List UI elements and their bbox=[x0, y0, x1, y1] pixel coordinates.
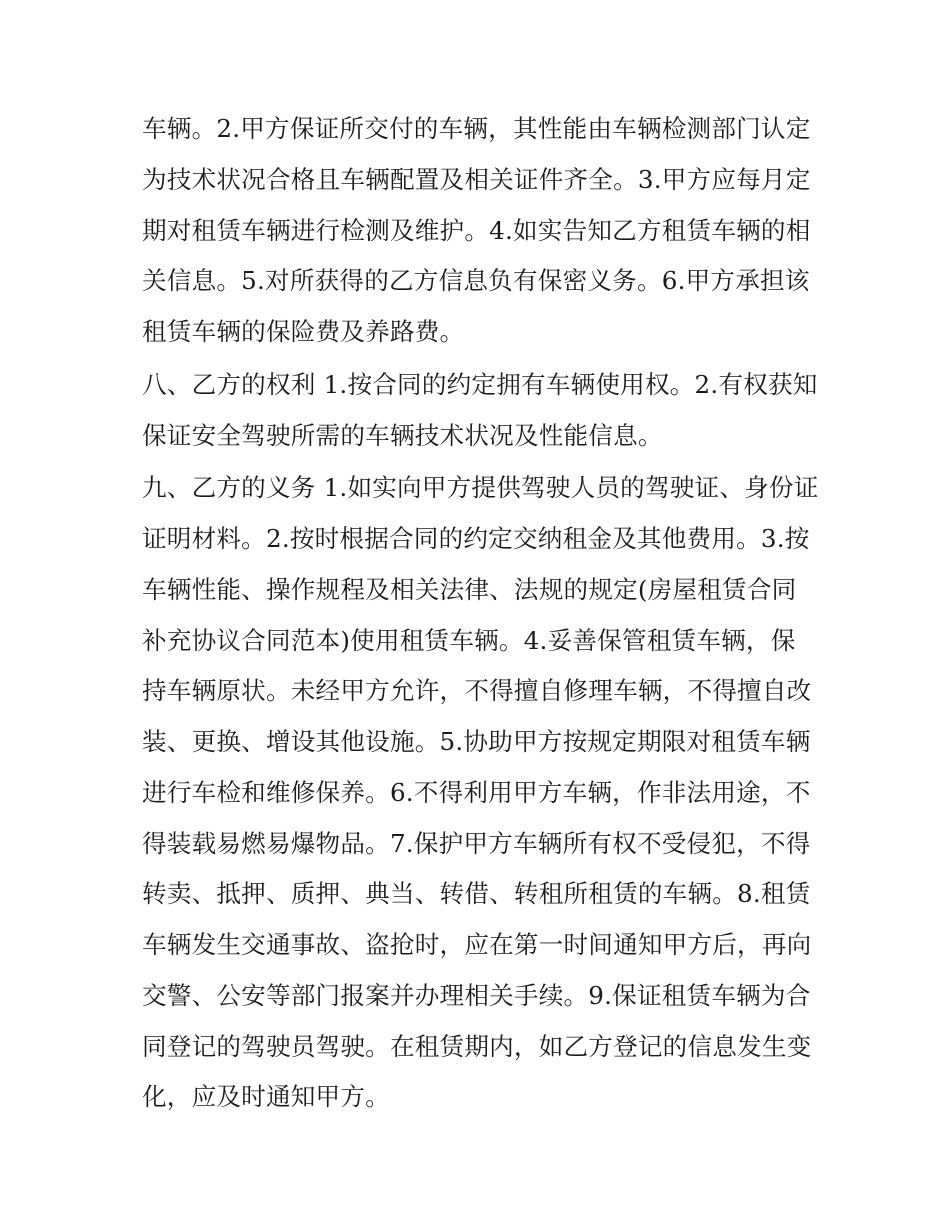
paragraph-lessor-obligations bbox=[142, 104, 814, 358]
text-line: 车辆。2.甲方保证所交付的车辆，其性能由车辆检测部门认定 bbox=[142, 114, 811, 143]
paragraph-lessee-rights bbox=[142, 360, 818, 462]
text-line: 证明材料。2.按时根据合同的约定交纳租金及其他费用。3.按 bbox=[142, 524, 810, 553]
text-line: 保证安全驾驶所需的车辆技术状况及性能信息。 bbox=[142, 420, 663, 450]
text-line: 得装载易燃易爆物品。7.保护甲方车辆所有权不受侵犯，不得 bbox=[142, 828, 811, 858]
text-line: 关信息。5.对所获得的乙方信息负有保密义务。6.甲方承担该 bbox=[142, 266, 810, 296]
text-line: 九、乙方的义务 1.如实向甲方提供驾驶人员的驾驶证、身份证 bbox=[142, 473, 819, 503]
text-line: 进行车检和维修保养。6.不得利用甲方车辆，作非法用途，不 bbox=[142, 777, 811, 807]
text-line: 交警、公安等部门报案并办理相关手续。9.保证租赁车辆为合 bbox=[142, 980, 811, 1010]
paragraph-lessee-obligations bbox=[142, 463, 819, 1123]
text-line: 为技术状况合格且车辆配置及相关证件齐全。3.甲方应每月定 bbox=[142, 164, 811, 194]
text-line: 租赁车辆的保险费及养路费。 bbox=[142, 317, 465, 346]
text-line: 八、乙方的权利 1.按合同的约定拥有车辆使用权。2.有权获知 bbox=[142, 369, 818, 399]
text-line: 车辆性能、操作规程及相关法律、法规的规定(房屋租赁合同 bbox=[142, 574, 797, 604]
text-line: 期对租赁车辆进行检测及维护。4.如实告知乙方租赁车辆的相 bbox=[142, 215, 811, 245]
text-line: 装、更换、增设其他设施。5.协助甲方按规定期限对租赁车辆 bbox=[142, 727, 811, 756]
text-line: 同登记的驾驶员驾驶。在租赁期内，如乙方登记的信息发生变 bbox=[142, 1031, 812, 1061]
document-body bbox=[142, 104, 819, 1125]
text-line: 持车辆原状。未经甲方允许，不得擅自修理车辆，不得擅自改 bbox=[142, 676, 812, 706]
text-line: 车辆发生交通事故、盗抢时，应在第一时间通知甲方后，再向 bbox=[142, 930, 812, 959]
text-line: 补充协议合同范本)使用租赁车辆。4.妥善保管租赁车辆，保 bbox=[142, 625, 796, 655]
text-line: 转卖、抵押、质押、典当、转借、转租所租赁的车辆。8.租赁 bbox=[142, 879, 811, 909]
text-line: 化，应及时通知甲方。 bbox=[142, 1082, 390, 1112]
